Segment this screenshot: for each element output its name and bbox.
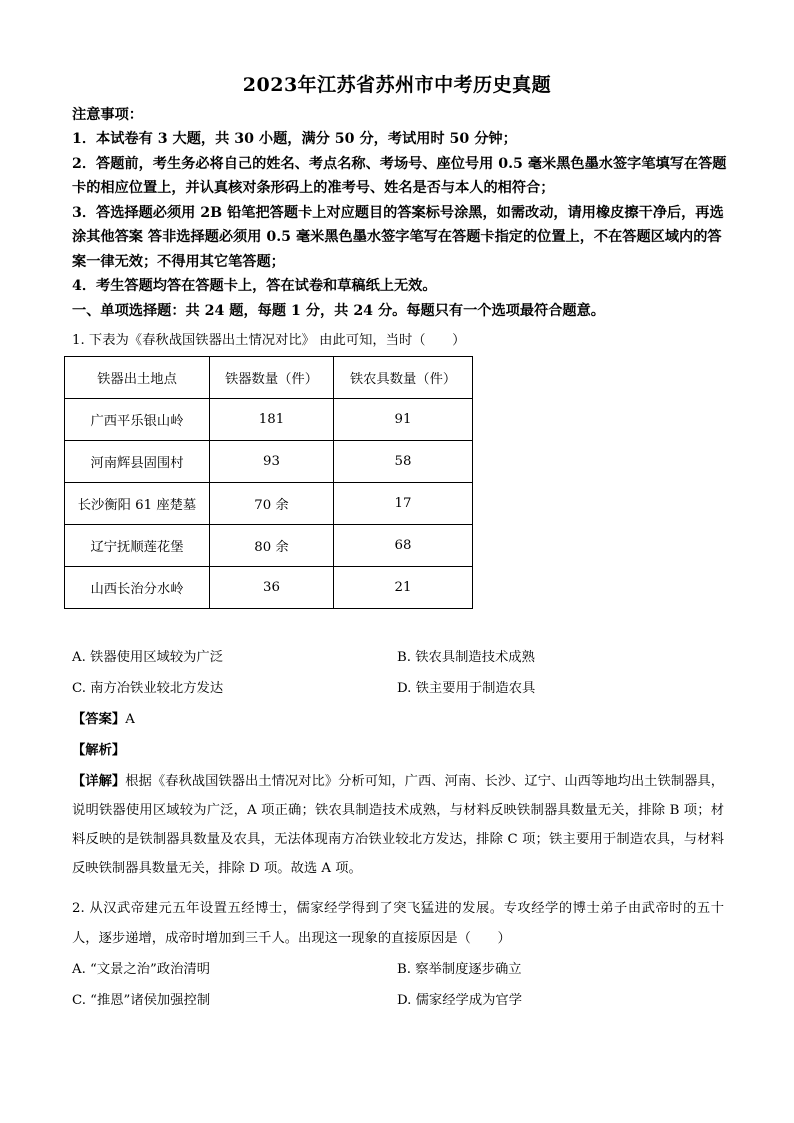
table-row	[65, 525, 473, 567]
section-heading: 一、单项选择题：共 24 题，每题 1 分，共 24 分。每题只有一个选项最符合题意。	[72, 302, 605, 319]
iron-table	[64, 356, 473, 609]
table-header-cell: 铁农具数量（件）	[334, 357, 473, 399]
analysis-label: 【解析】	[72, 743, 126, 758]
notice-item: 2．答题前，考生务必将自己的姓名、考点名称、考场号、座位号用 0.5 毫米黑色墨水签字笔填写在答题卡的相应位置上，并认真核对条形码上的准考号、姓名是否与本人的相符合；	[72, 155, 727, 196]
answer-line	[72, 710, 135, 730]
detail-paragraph	[72, 767, 724, 883]
q2-option-a: A. “文景之治”政治清明	[72, 962, 211, 977]
table-header-cell: 铁器出土地点	[65, 357, 210, 399]
table-cell: 广西平乐银山岭	[65, 399, 210, 441]
table-cell: 17	[334, 483, 473, 525]
answer-label: 【答案】	[72, 712, 126, 727]
notice-list	[72, 127, 728, 323]
table-row	[65, 399, 473, 441]
q1-option-d: D. 铁主要用于制造农具	[397, 681, 536, 696]
table-cell: 长沙衡阳 61 座楚墓	[65, 483, 210, 525]
page-title: 2023年江苏省苏州市中考历史真题	[242, 74, 552, 96]
table-cell: 36	[210, 567, 334, 609]
table-row	[65, 567, 473, 609]
q2-option-d: D. 儒家经学成为官学	[397, 993, 523, 1008]
table-header-cell: 铁器数量（件）	[210, 357, 334, 399]
notice-heading: 注意事项：	[72, 107, 143, 123]
table-row	[65, 441, 473, 483]
q2-option-b: B. 察举制度逐步确立	[397, 962, 522, 977]
table-cell: 91	[334, 399, 473, 441]
q2-option-c: C. “推恩”诸侯加强控制	[72, 993, 211, 1008]
table-cell: 68	[334, 525, 473, 567]
table-cell: 80 余	[210, 525, 334, 567]
table-cell: 93	[210, 441, 334, 483]
table-cell: 181	[210, 399, 334, 441]
detail-label: 【详解】	[72, 774, 126, 789]
notice-item: 3．答选择题必须用 2B 铅笔把答题卡上对应题目的答案标号涂黑，如需改动，请用橡皮擦干净后，再选涂其他答案 答非选择题必须用 0.5 毫米黑色墨水签字笔写在答题卡指定的位置上，不在答题区域内的答案一律无效；不得用其它笔答题；	[72, 204, 724, 270]
q1-option-c: C. 南方冶铁业较北方发达	[72, 681, 224, 696]
table-cell: 70 余	[210, 483, 334, 525]
answer-value: A	[125, 712, 135, 727]
detail-text: 根据《春秋战国铁器出土情况对比》分析可知，广西、河南、长沙、辽宁、山西等地均出土铁制器具，说明铁器使用区域较为广泛，A 项正确；铁农具制造技术成熟，与材料反映铁制器具数量无关，排除 B 项；材料反映的是铁制器具数量及农具，无法体现南方冶铁业较北方发达，排除 C 项；铁主要用于制造农具，与材料反映铁制器具数量无关，排除 D 项。故选 A 项。	[72, 774, 725, 876]
table-cell: 河南辉县固围村	[65, 441, 210, 483]
table-cell: 辽宁抚顺莲花堡	[65, 525, 210, 567]
table-cell: 21	[334, 567, 473, 609]
table-header-row	[65, 357, 473, 399]
notice-item: 1．本试卷有 3 大题，共 30 小题，满分 50 分，考试用时 50 分钟；	[72, 131, 517, 147]
table-cell: 58	[334, 441, 473, 483]
q1-option-b: B. 铁农具制造技术成熟	[397, 650, 535, 665]
notice-item: 4．考生答题均答在答题卡上，答在试卷和草稿纸上无效。	[72, 278, 437, 294]
q1-option-a: A. 铁器使用区域较为广泛	[72, 650, 224, 665]
question-1-stem: 1. 下表为《春秋战国铁器出土情况对比》 由此可知，当时（ ）	[72, 333, 466, 348]
table-row	[65, 483, 473, 525]
table-cell: 山西长治分水岭	[65, 567, 210, 609]
question-2-stem: 2. 从汉武帝建元五年设置五经博士，儒家经学得到了突飞猛进的发展。专攻经学的博士弟子由武帝时的五十人，逐步递增，成帝时增加到三千人。出现这一现象的直接原因是（ ）	[72, 901, 724, 946]
